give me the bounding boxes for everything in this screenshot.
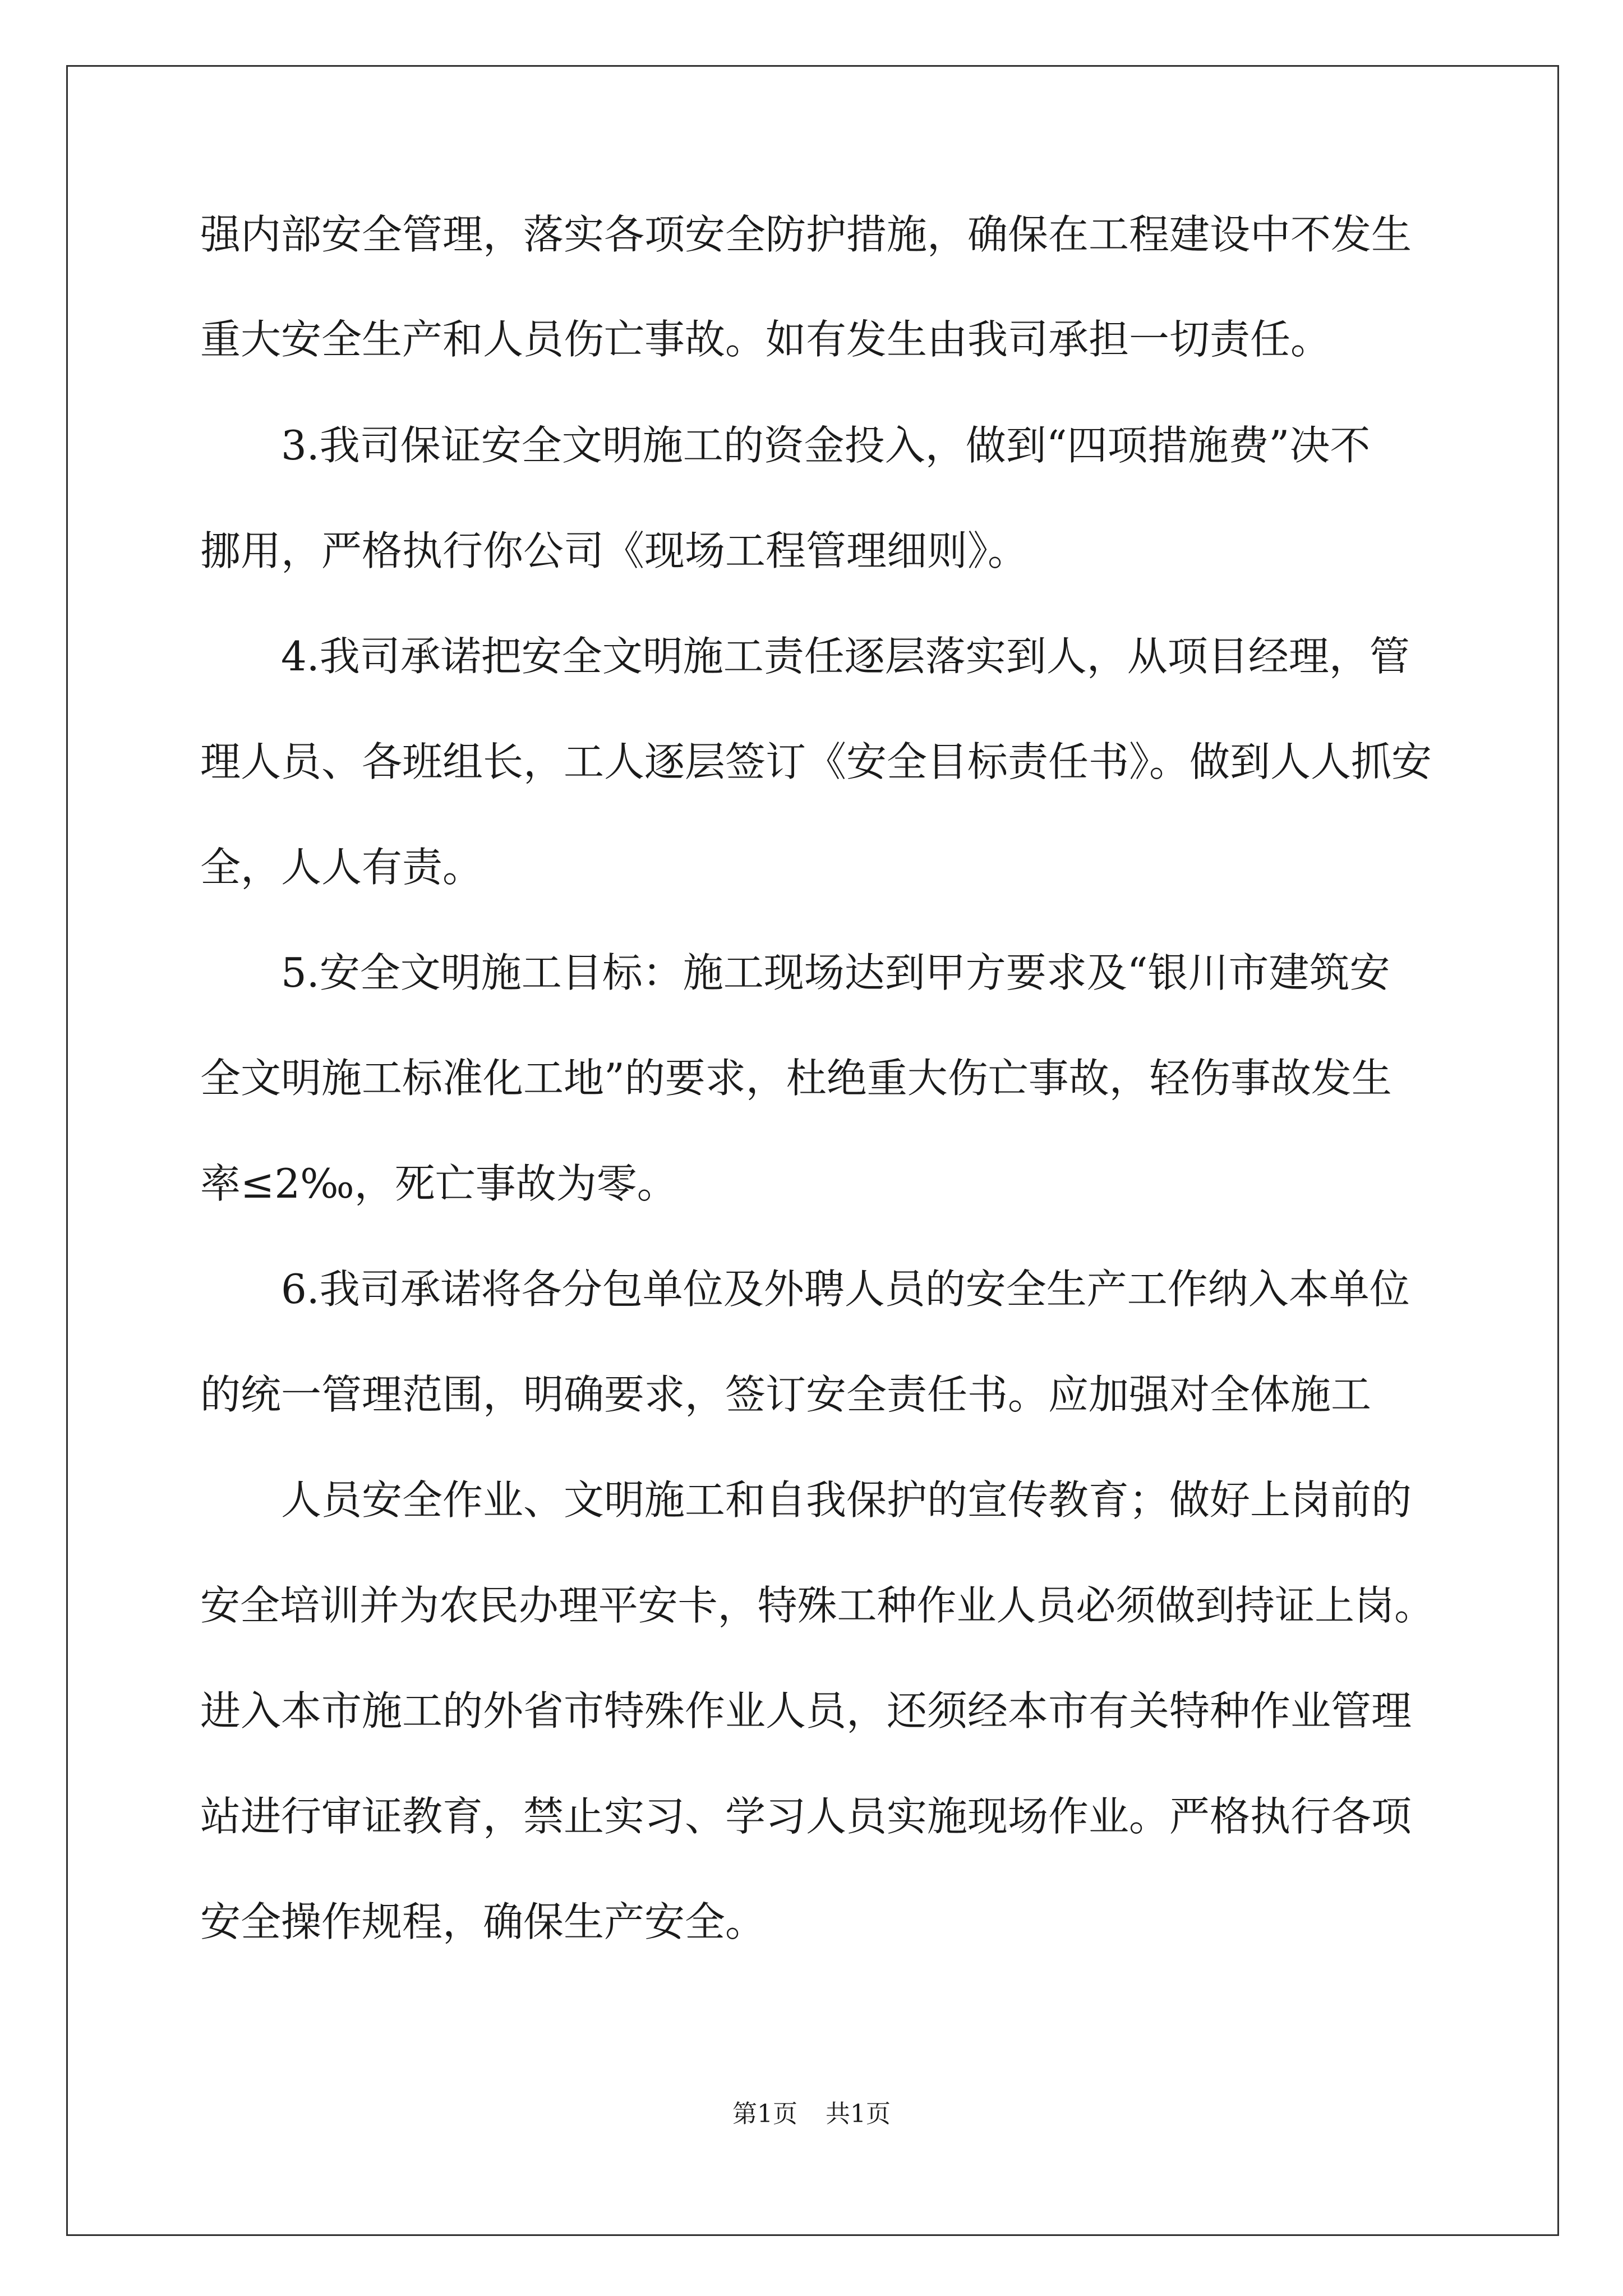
text-line: 4.我司承诺把安全文明施工责任逐层落实到人，从项目经理，管 <box>281 633 1410 680</box>
text-line: 全文明施工标准化工地”的要求，杜绝重大伤亡事故，轻伤事故发生 <box>200 1055 1392 1102</box>
page-footer <box>0 2093 1623 2129</box>
page-total: 共1页 <box>826 2100 891 2128</box>
text-line: 的统一管理范围，明确要求，签订安全责任书。应加强对全体施工 <box>200 1371 1372 1418</box>
page-number: 第1页 <box>732 2100 797 2128</box>
text-line: 全，人人有责。 <box>200 844 483 891</box>
text-line: 进入本市施工的外省市特殊作业人员，还须经本市有关特种作业管理 <box>200 1687 1412 1734</box>
text-line: 5.安全文明施工目标：施工现场达到甲方要求及“银川市建筑安 <box>281 949 1390 996</box>
text-line: 理人员、各班组长，工人逐层签订《安全目标责任书》。做到人人抓安 <box>200 738 1432 785</box>
text-line: 3.我司保证安全文明施工的资金投入，做到“四项措施费”决不 <box>281 422 1371 469</box>
text-line: 安全操作规程，确保生产安全。 <box>200 1898 766 1945</box>
text-line: 人员安全作业、文明施工和自我保护的宣传教育；做好上岗前的 <box>281 1476 1412 1524</box>
text-line: 站进行审证教育，禁止实习、学习人员实施现场作业。严格执行各项 <box>200 1793 1412 1840</box>
text-line: 6.我司承诺将各分包单位及外聘人员的安全生产工作纳入本单位 <box>281 1266 1410 1313</box>
text-line: 挪用，严格执行你公司《现场工程管理细则》。 <box>200 527 1029 574</box>
text-line: 安全培训并为农民办理平安卡，特殊工种作业人员必须做到持证上岗。 <box>200 1582 1435 1629</box>
text-line: 率≤2‰，死亡事故为零。 <box>200 1160 677 1207</box>
text-line: 强内部安全管理，落实各项安全防护措施，确保在工程建设中不发生 <box>200 211 1412 258</box>
text-line: 重大安全生产和人员伤亡事故。如有发生由我司承担一切责任。 <box>200 316 1331 363</box>
